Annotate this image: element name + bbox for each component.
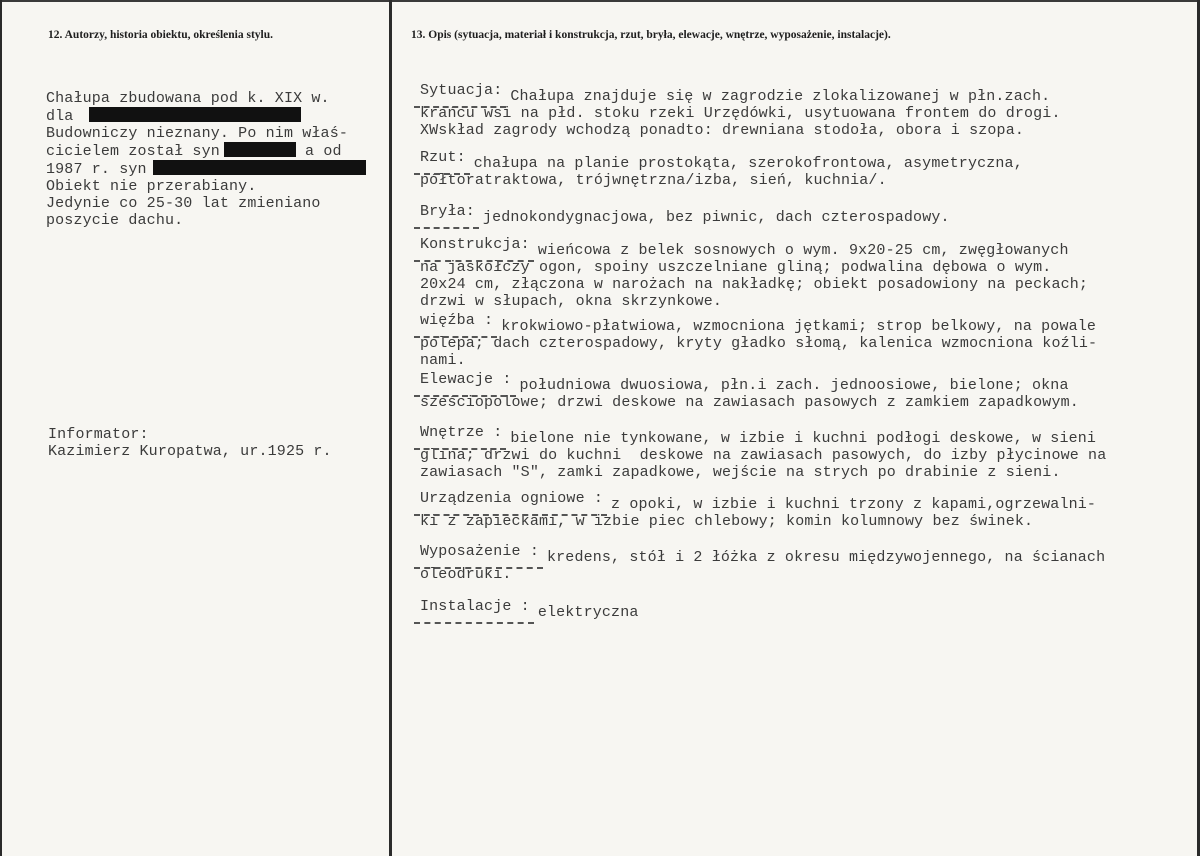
entry-wiezba [420,312,1098,369]
history-text [46,90,366,229]
entry-wyposazenie [420,543,1106,583]
entry-wnetrze [420,424,1107,481]
entry-label-text: Wyposażenie : [420,543,539,560]
entry-line: ki z zapieckami, w izbie piec chlebowy; komin kolumnowy bez świnek. [420,513,1034,530]
entry-first-line: bielone nie tynkowane, w izbie i kuchni podłogi deskowe, w sieni [510,430,1097,447]
entry-urzadzenia-ogniowe [420,490,1097,530]
entry-first-line: z opoki, w izbie i kuchni trzony z kapami,ogrzewalni- [611,496,1097,513]
entry-line: sześciopolowe; drzwi deskowe na zawiasach pasowych z zamkiem zapadkowym. [420,394,1079,411]
entry-first-line: jednokondygnacjowa, bez piwnic, dach czterospadowy. [482,209,950,226]
entry-line: glina; drzwi do kuchni deskowe na zawiasach pasowych, do izby płycinowe na [420,447,1107,464]
entry-line: zawiasach "S", zamki zapadkowe, wejście na strych po drabinie z sieni. [420,464,1061,481]
entry-label [420,543,539,566]
entry-label-text: Elewacje : [420,371,512,388]
entry-label [420,490,604,513]
entry-first-line: krokwiowo-płatwiowa, wzmocniona jętkami; strop belkowy, na powale [501,318,1097,335]
history-line: Jedynie co 25-30 lat zmieniano [46,195,321,212]
entry-label [420,149,466,172]
informator-name: Kazimierz Kuropatwa, ur.1925 r. [48,443,332,460]
entry-line: na jaskółczy ogon, spoiny uszczelniane gliną; podwalina dębowa o wym. [420,259,1052,276]
entry-line: polepa; dach czterospadowy, kryty gładko słomą, kalenica wzmocniona koźli- [420,335,1098,352]
history-line-text: 1987 r. syn [46,161,147,178]
history-line: poszycie dachu. [46,212,184,229]
entry-first-line: elektryczna [537,604,639,621]
entry-label [420,424,503,447]
entry-line: krańcu wsi na płd. stoku rzeki Urzędówki, usytuowana frontem do drogi. [420,105,1061,122]
entry-label-text: Rzut: [420,149,466,166]
entry-label-text: więźba : [420,312,494,329]
entry-line: XWskład zagrody wchodzą ponadto: drewniana stodoła, obora i szopa. [420,122,1024,139]
redaction-bar [153,160,366,175]
entry-rzut [420,149,1023,189]
entry-bryla [420,203,950,226]
entry-label [420,371,512,394]
history-line [46,107,366,125]
entry-first-line: południowa dwuosiowa, płn.i zach. jednoosiowe, bielone; okna [519,377,1069,394]
entry-label-text: Instalacje : [420,598,530,615]
informator-block [48,426,332,460]
history-line [46,160,366,178]
informator-label: Informator: [48,426,149,443]
entry-first-line: wieńcowa z belek sosnowych o wym. 9x20-25 cm, zwęgłowanych [537,242,1069,259]
entry-line: drzwi w słupach, okna skrzynkowe. [420,293,722,310]
redaction-bar [224,142,296,157]
history-line: Obiekt nie przerabiany. [46,178,257,195]
top-border [0,0,1200,2]
history-line-text: dla [46,108,74,125]
entry-line: oleodruki. [420,566,512,583]
entry-elewacje [420,371,1079,411]
column-divider [389,0,392,856]
entry-label [420,82,503,105]
entry-line: półtoratraktowa, trójwnętrzna/izba, sień, kuchnia/. [420,172,887,189]
history-line-text: cicielem został syn [46,143,220,160]
entry-sytuacja [420,82,1061,139]
history-line-text: a od [305,143,342,160]
entry-label-text: Konstrukcja: [420,236,530,253]
section-12-header: 12. Autorzy, historia obiektu, określenia stylu. [48,29,274,41]
section-13-header: 13. Opis (sytuacja, materiał i konstrukcja, rzut, bryła, elewacje, wnętrze, wyposażenie, instalacje). [411,29,891,41]
history-line: Chałupa zbudowana pod k. XIX w. [46,90,330,107]
entry-first-line: chałupa na planie prostokąta, szerokofrontowa, asymetryczna, [473,155,1023,172]
entry-label-text: Urządzenia ogniowe : [420,490,604,507]
entry-line: 20x24 cm, złączona w narożach na nakładkę; obiekt posadowiony na peckach; [420,276,1089,293]
entry-line: nami. [420,352,466,369]
history-line [46,142,366,160]
entry-label-text: Wnętrze : [420,424,503,441]
entry-label [420,598,530,621]
entry-first-line: Chałupa znajduje się w zagrodzie zlokalizowanej w płn.zach. [510,88,1051,105]
history-line: Budowniczy nieznany. Po nim właś- [46,125,348,142]
entry-label [420,236,530,259]
entry-konstrukcja [420,236,1089,310]
entry-label [420,312,494,335]
entry-label-text: Bryła: [420,203,475,220]
left-border [0,0,2,856]
redaction-bar [89,107,301,122]
entry-instalacje [420,598,639,621]
entry-label [420,203,475,226]
entry-label-text: Sytuacja: [420,82,503,99]
entry-first-line: kredens, stół i 2 łóżka z okresu międzywojennego, na ścianach [546,549,1106,566]
